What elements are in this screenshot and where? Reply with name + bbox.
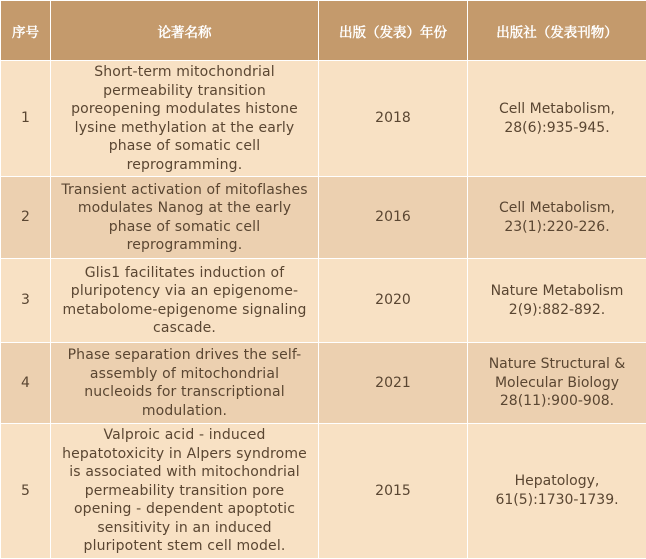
row-publisher: Nature Metabolism 2(9):882-892. bbox=[468, 259, 646, 343]
row-number: 3 bbox=[1, 259, 51, 343]
header-publisher: 出版社（发表刊物） bbox=[468, 1, 646, 61]
table-row bbox=[1, 61, 646, 177]
row-title-text: Short-term mitochondrial permeability transition poreopening modulates histone lysine methylation at the early phase of somatic cell reprogramming. bbox=[57, 63, 312, 174]
row-publisher: Nature Structural & Molecular Biology 28(11):900-908. bbox=[468, 343, 646, 424]
row-number: 4 bbox=[1, 343, 51, 424]
row-title bbox=[51, 259, 319, 343]
row-publisher: Cell Metabolism, 23(1):220-226. bbox=[468, 177, 646, 259]
header-number: 序号 bbox=[1, 1, 51, 61]
row-title bbox=[51, 343, 319, 424]
header-year: 出版（发表）年份 bbox=[319, 1, 468, 61]
row-year: 2015 bbox=[319, 424, 468, 559]
header-title: 论著名称 bbox=[51, 1, 319, 61]
table-row bbox=[1, 424, 646, 559]
table-row bbox=[1, 343, 646, 424]
row-year: 2016 bbox=[319, 177, 468, 259]
row-year: 2018 bbox=[319, 61, 468, 177]
row-title-text: Transient activation of mitoflashes modulates Nanog at the early phase of somatic cell reprogramming. bbox=[57, 181, 312, 255]
row-number: 5 bbox=[1, 424, 51, 559]
row-publisher: Cell Metabolism, 28(6):935-945. bbox=[468, 61, 646, 177]
row-title-text: Valproic acid - induced hepatotoxicity in Alpers syndrome is associated with mitochondrial permeability transition pore opening - dependent apoptotic sensitivity in an induced pluripotent stem cell model. bbox=[57, 426, 312, 556]
row-number: 2 bbox=[1, 177, 51, 259]
row-number: 1 bbox=[1, 61, 51, 177]
row-title-text: Glis1 facilitates induction of pluripotency via an epigenome-metabolome-epigenome signaling cascade. bbox=[57, 264, 312, 338]
row-title bbox=[51, 177, 319, 259]
row-title bbox=[51, 61, 319, 177]
row-title bbox=[51, 424, 319, 559]
table-row bbox=[1, 177, 646, 259]
table-row bbox=[1, 259, 646, 343]
row-year: 2020 bbox=[319, 259, 468, 343]
row-publisher: Hepatology, 61(5):1730-1739. bbox=[468, 424, 646, 559]
row-title-text: Phase separation drives the self-assembly of mitochondrial nucleoids for transcriptional modulation. bbox=[57, 346, 312, 420]
header-row bbox=[1, 1, 646, 61]
row-year: 2021 bbox=[319, 343, 468, 424]
